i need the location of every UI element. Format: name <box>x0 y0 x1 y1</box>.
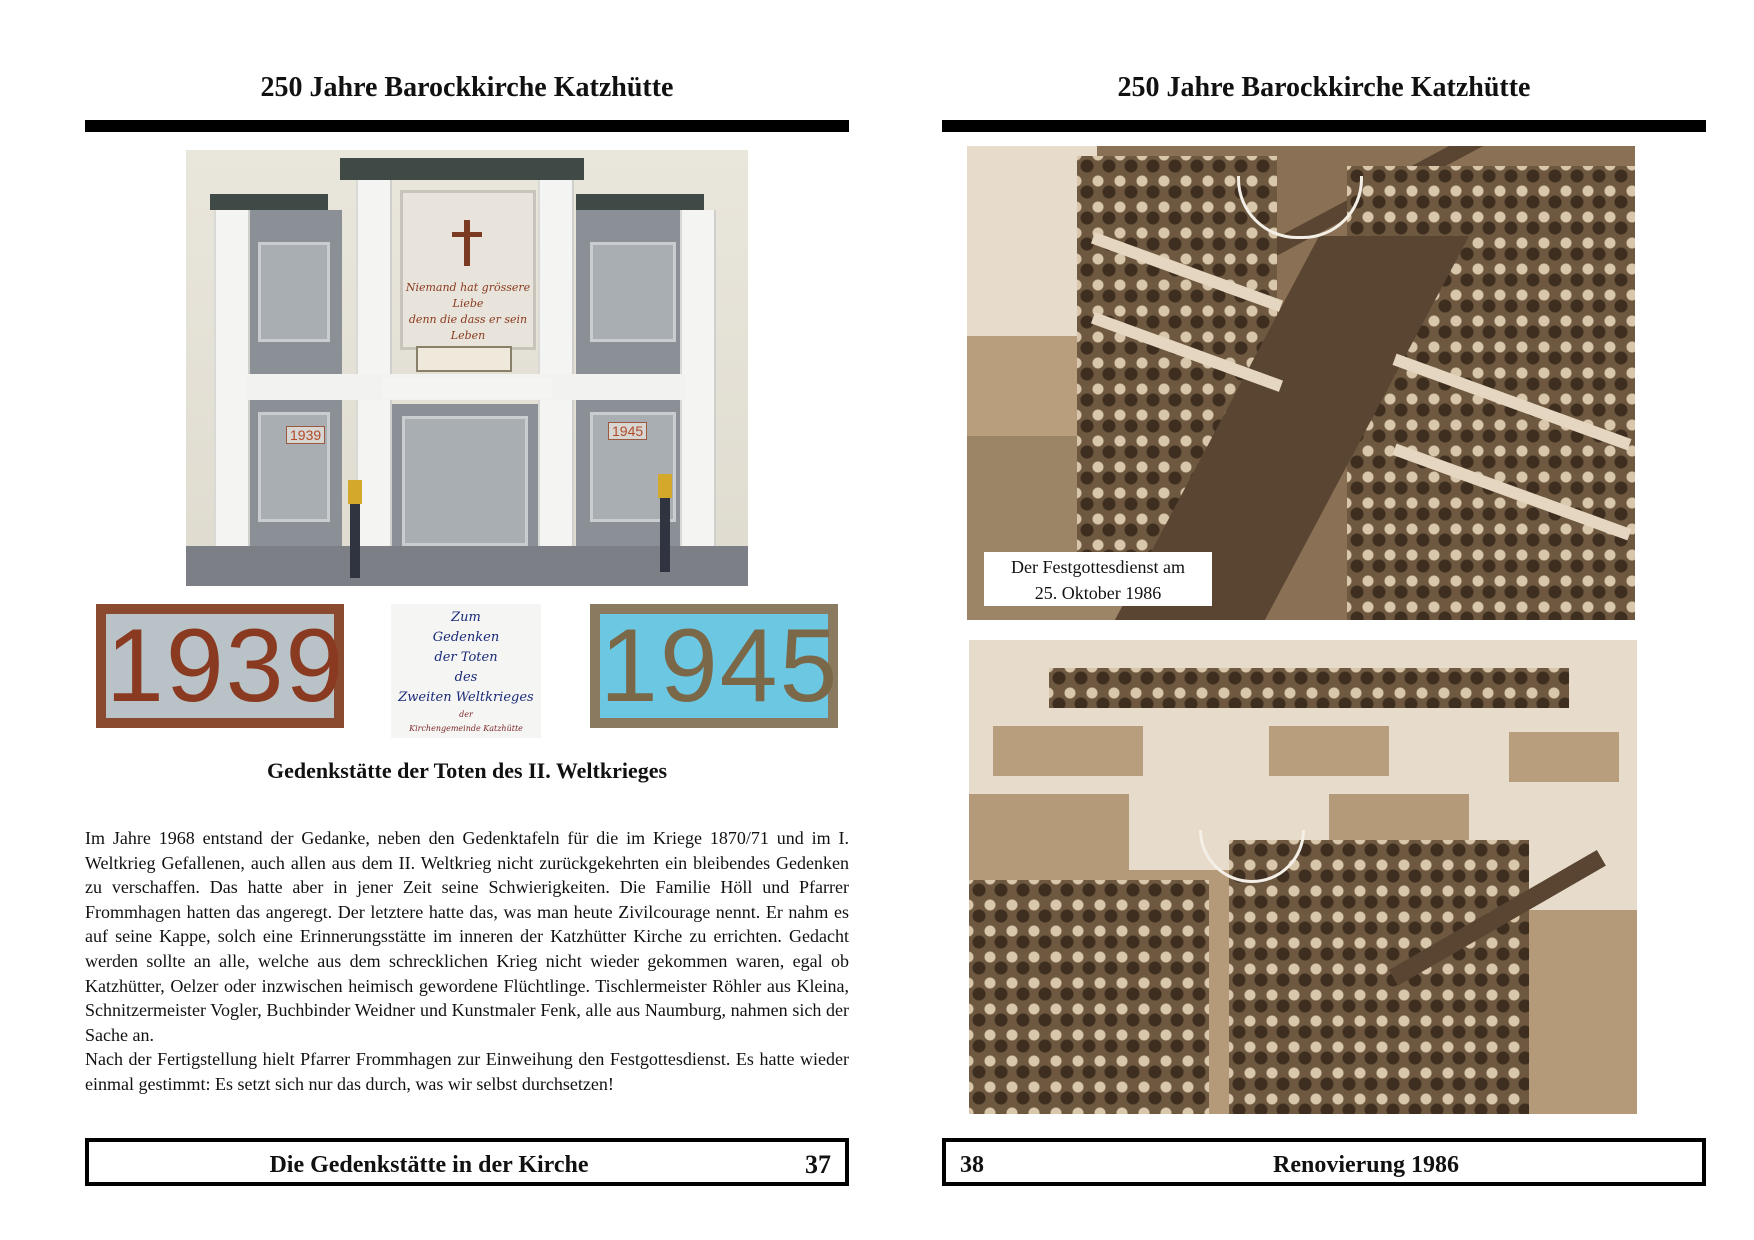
right-page <box>877 0 1754 1240</box>
small-year-1945: 1945 <box>608 422 647 440</box>
memorial-photo <box>186 150 748 586</box>
memorial-caption: Gedenkstätte der Toten des II. Weltkrieges <box>266 758 668 783</box>
footer-title-left: Die Gedenkstätte in der Kirche <box>269 1152 589 1178</box>
body-text <box>85 826 849 1097</box>
memorial-book <box>416 346 512 372</box>
photo-caption: Der Festgottesdienst am 25. Oktober 1986 <box>984 552 1212 606</box>
footer-right <box>942 1138 1706 1186</box>
candle-icon <box>658 474 672 498</box>
body-paragraph: Im Jahre 1968 entstand der Gedanke, neben den Gedenktafeln für die im Kriege 1870/71 und im I. Weltkrieg Gefallenen, auch allen aus dem II. Weltkrieg nicht zurückgekehrten ein bleibendes Gedenken zu verschaffen. Das hatte aber in jener Zeit seine Schwierigkeiten. Die Familie Höll und Pfarrer Frommhagen hatten das angeregt. Der letztere hatte das, was man heute Zivilcourage nennt. Er nahm es auf seine Kappe, solch eine Erinnerungsstätte im inneren der Katzhütter Kirche zu errichten. Gedacht werden sollte an alle, welche aus dem schrecklichen Krieg nicht wieder gekommen waren, egal ob Katzhütter, Oelzer oder inzwischen heimisch gewordene Flüchtlinge. Tischlermeister Röhler aus Kleina, Schnitzermeister Vogler, Buchbinder Weidner und Kunstmaler Fenk, alle aus Naumburg, nahmen sich der Sache an. <box>85 828 849 1045</box>
running-head-left: 250 Jahre Barockkirche Katzhütte <box>260 72 674 103</box>
page-number-right: 38 <box>960 1152 984 1178</box>
header-rule-right <box>942 120 1706 132</box>
plaque-1939: 1939 <box>96 604 344 728</box>
small-year-1939: 1939 <box>286 426 325 444</box>
plaque-1945: 1945 <box>590 604 838 728</box>
body-paragraph: Nach der Fertigstellung hielt Pfarrer Frommhagen zur Einweihung den Festgottesdienst. Es hatte wieder einmal gestimmt: Es setzt sich nur das durch, was wir selbst durchsetzen! <box>85 1049 849 1094</box>
footer-title-right: Renovierung 1986 <box>1273 1152 1459 1178</box>
running-head-right: 250 Jahre Barockkirche Katzhütte <box>1117 72 1531 103</box>
service-photo-bottom <box>969 640 1637 1114</box>
footer-left <box>85 1138 849 1186</box>
memorial-inscription: Niemand hat grössere Liebe denn die dass er sein Leben <box>405 281 531 342</box>
header-rule-left <box>85 120 849 132</box>
cross-icon <box>464 220 470 266</box>
memorial-card: Zum Gedenken der Toten des Zweiten Weltkrieges der Kirchengemeinde Katzhütte <box>391 604 541 738</box>
candle-icon <box>348 480 362 504</box>
service-photo-top <box>967 146 1635 620</box>
page-number-left: 37 <box>805 1150 831 1179</box>
